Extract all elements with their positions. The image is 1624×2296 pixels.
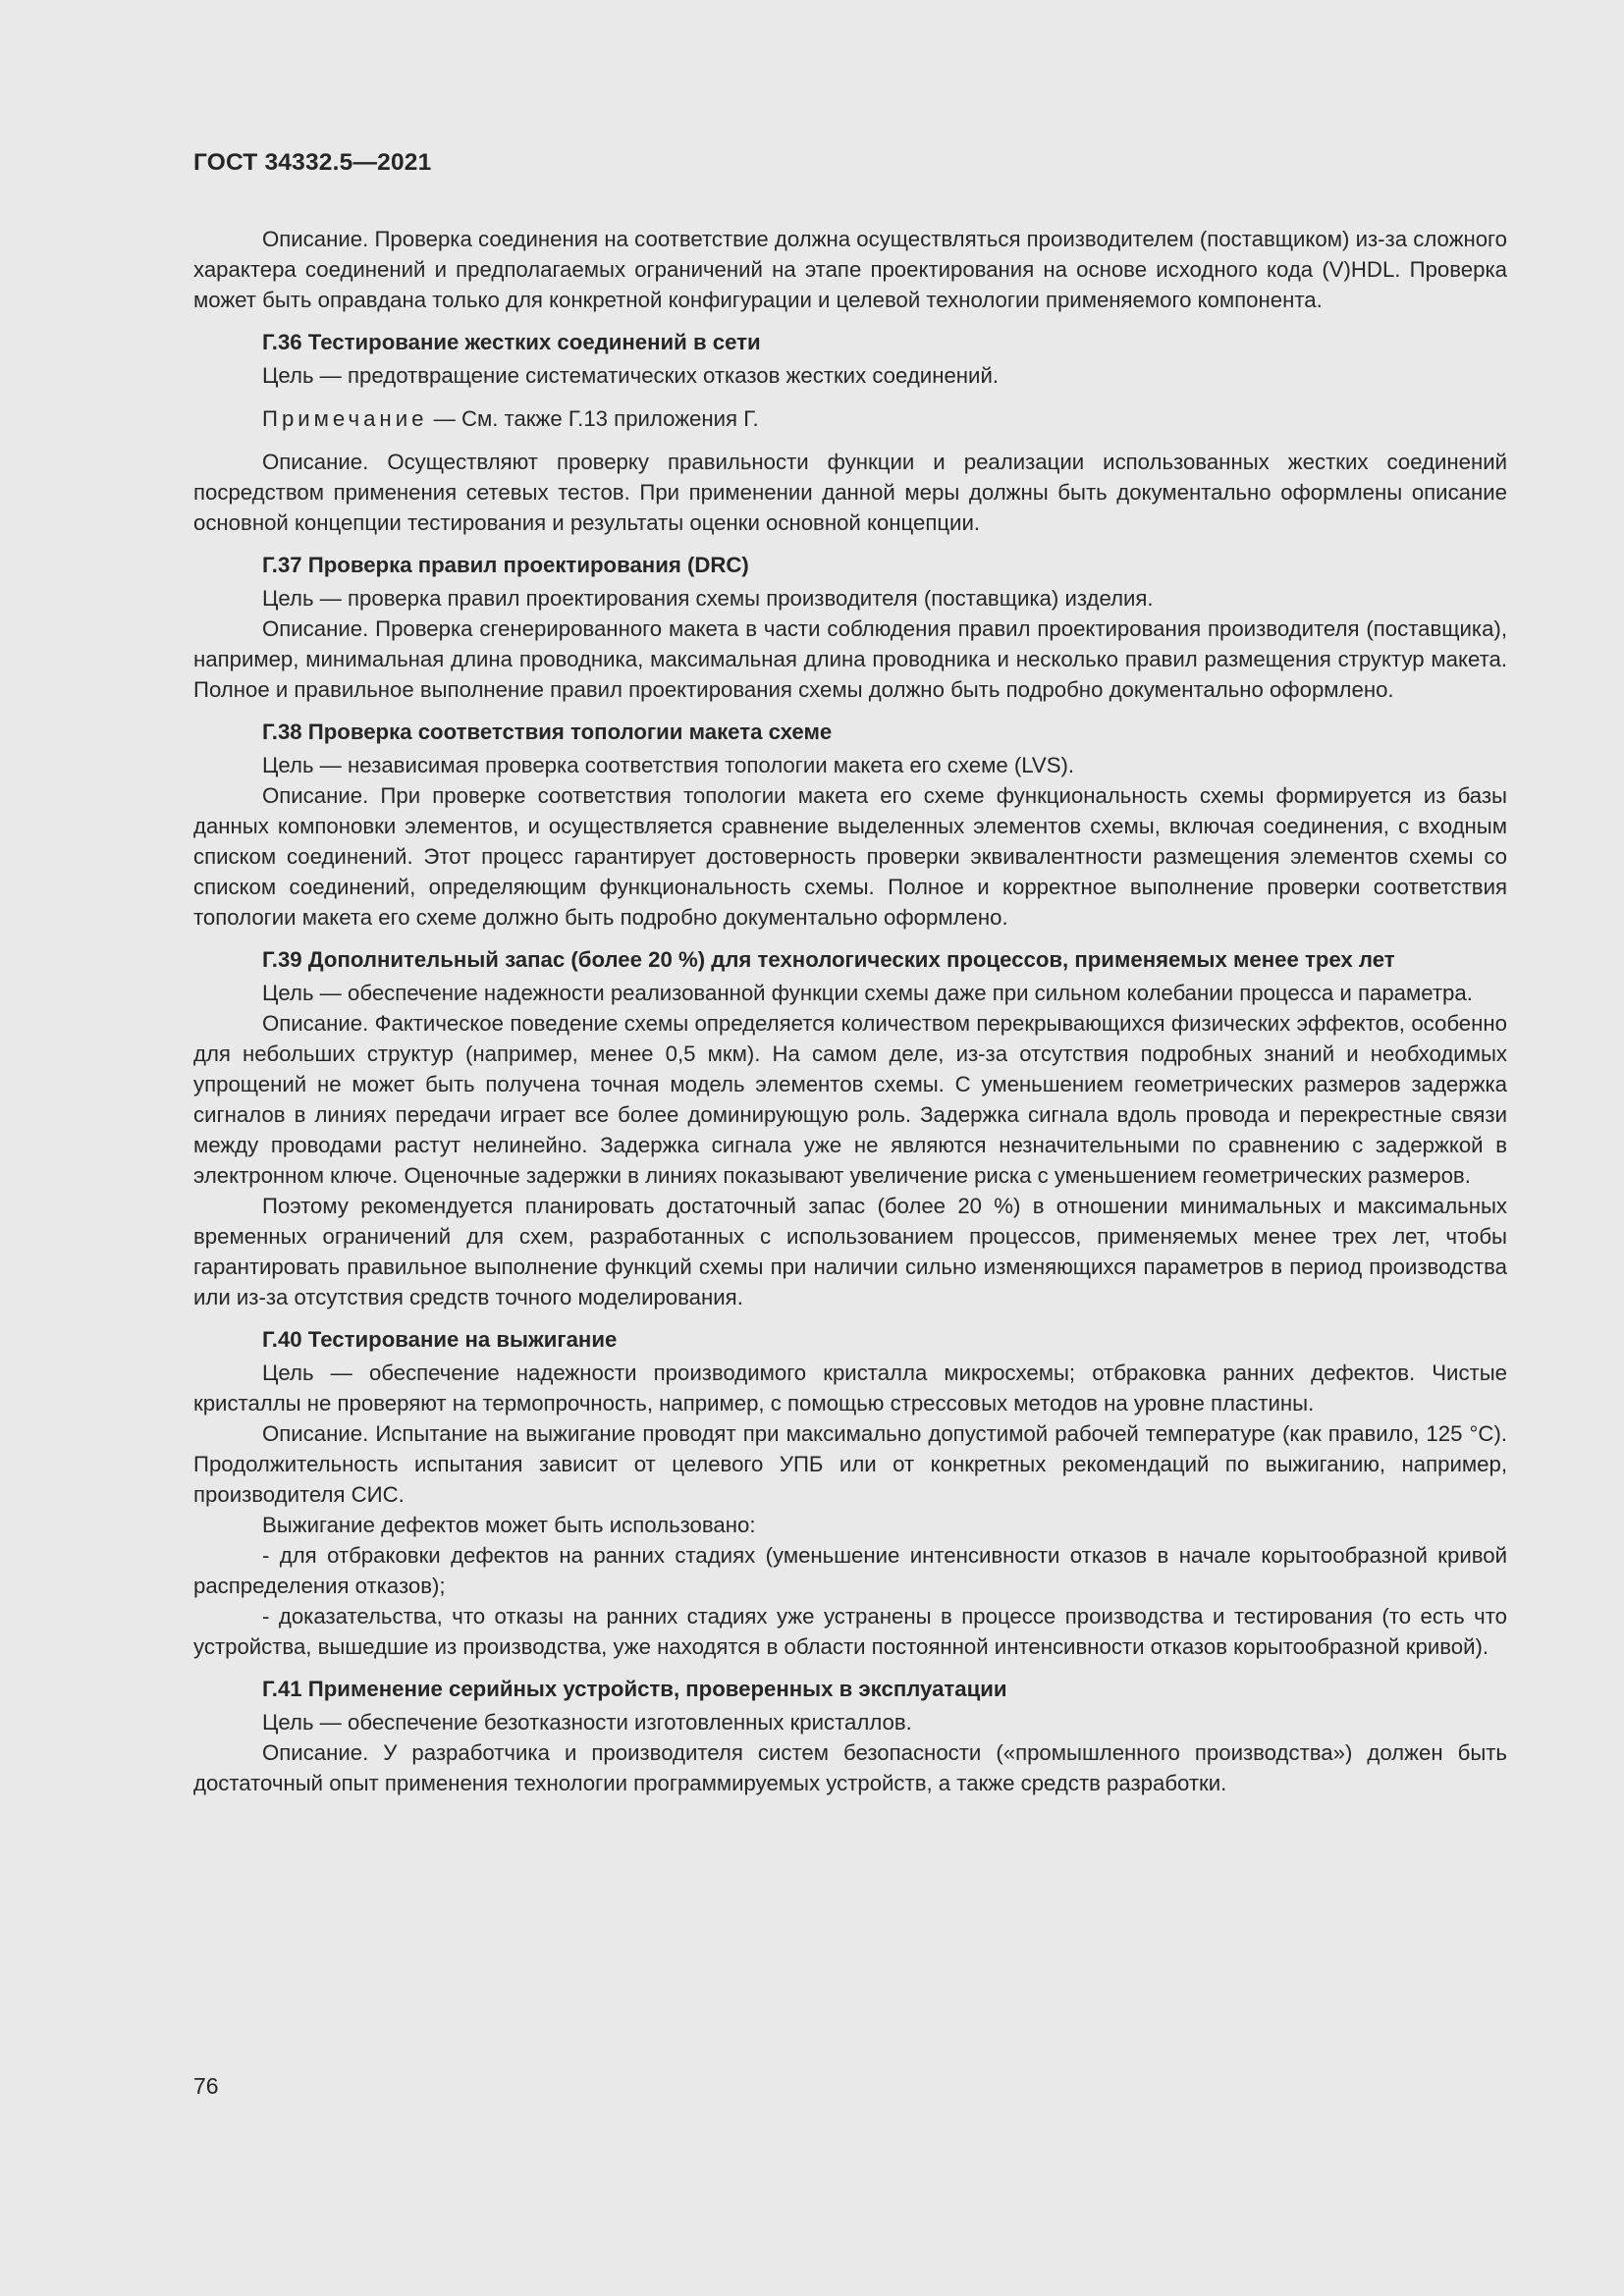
paragraph: Цель — обеспечение надежности реализованной функции схемы даже при сильном колебании процесса и параметра.: [262, 981, 1473, 1005]
paragraph: Цель — предотвращение систематических отказов жестких соединений.: [262, 363, 999, 388]
note-text: — См. также Г.13 приложения Г.: [427, 406, 759, 431]
paragraph: Описание. Фактическое поведение схемы определяется количеством перекрывающихся физических эффектов, особенно для небольших структур (например, менее 0,5 мкм). На самом деле, из-за отсутствия подробных знаний и необходимых упрощений не может быть получена точная модель элементов схемы. С уменьшением геометрических размеров задержка сигналов в линиях передачи играет все более доминирующую роль. Задержка сигнала вдоль провода и перекрестные связи между проводами растут нелинейно. Задержка сигнала уже не являются незначительными по сравнению с задержкой в электронном ключе. Оценочные задержки в линиях показывают увеличение риска с уменьшением геометрических размеров.: [193, 1011, 1507, 1188]
paragraph: Описание. Проверка сгенерированного макета в части соблюдения правил проектирования производителя (поставщика), например, минимальная длина проводника, максимальная длина проводника и несколько правил размещения структур макета. Полное и правильное выполнение правил проектирования схемы должно быть подробно документально оформлено.: [193, 616, 1507, 702]
section-heading: Г.40 Тестирование на выжигание: [262, 1327, 618, 1352]
page-number: 76: [193, 2073, 219, 2099]
section-heading: Г.36 Тестирование жестких соединений в сети: [262, 330, 761, 354]
paragraph: Описание. Испытание на выжигание проводят при максимально допустимой рабочей температуре (как правило, 125 °C). Продолжительность испытания зависит от целевого УПБ или от конкретных рекомендаций по выжиганию, например, производителя СИС.: [193, 1421, 1507, 1507]
paragraph: Цель — проверка правил проектирования схемы производителя (поставщика) изделия.: [262, 586, 1154, 611]
paragraph: Описание. Осуществляют проверку правильности функции и реализации использованных жестких соединений посредством применения сетевых тестов. При применении данной меры должны быть документально оформлены описание основной концепции тестирования и результаты оценки основной концепции.: [193, 450, 1507, 535]
section-heading: Г.41 Применение серийных устройств, проверенных в эксплуатации: [262, 1677, 1007, 1701]
note-label: Примечание: [262, 406, 428, 431]
document-header: ГОСТ 34332.5—2021: [193, 149, 432, 176]
paragraph: Описание. У разработчика и производителя систем безопасности («промышленного производства») должен быть достаточный опыт применения технологии программируемых устройств, а также средств разработки.: [193, 1740, 1507, 1795]
paragraph: Поэтому рекомендуется планировать достаточный запас (более 20 %) в отношении минимальных и максимальных временных ограничений для схем, разработанных с использованием процессов, применяемых менее трех лет, чтобы гарантировать правильное выполнение функций схемы при наличии сильно изменяющихся параметров в период производства или из-за отсутствия средств точного моделирования.: [193, 1194, 1507, 1309]
section-heading: Г.39 Дополнительный запас (более 20 %) для технологических процессов, применяемых менее трех лет: [262, 947, 1395, 972]
paragraph: Цель — независимая проверка соответствия топологии макета его схеме (LVS).: [262, 753, 1075, 777]
paragraph: Цель — обеспечение безотказности изготовленных кристаллов.: [262, 1710, 912, 1735]
paragraph: - доказательства, что отказы на ранних стадиях уже устранены в процессе производства и тестирования (то есть что устройства, вышедшие из производства, уже находятся в области постоянной интенсивности отказов корытообразной кривой).: [193, 1604, 1507, 1659]
paragraph: Описание. Проверка соединения на соответствие должна осуществляться производителем (поставщиком) из-за сложного характера соединений и предполагаемых ограничений на этапе проектирования на основе исходного кода (V)HDL. Проверка может быть оправдана только для конкретной конфигурации и целевой технологии применяемого компонента.: [193, 227, 1507, 312]
paragraph: Цель — обеспечение надежности производимого кристалла микросхемы; отбраковка ранних дефектов. Чистые кристаллы не проверяют на термопрочность, например, с помощью стрессовых методов на уровне пластины.: [193, 1361, 1507, 1415]
note-paragraph: [193, 403, 1507, 434]
paragraph: Описание. При проверке соответствия топологии макета его схеме функциональность схемы формируется из базы данных компоновки элементов, и осуществляется сравнение выделенных элементов схемы, включая соединения, с входным списком соединений. Этот процесс гарантирует достоверность проверки эквивалентности размещения элементов схемы со списком соединений, определяющим функциональность схемы. Полное и корректное выполнение проверки соответствия топологии макета его схеме должно быть подробно документально оформлено.: [193, 783, 1507, 930]
section-heading: Г.38 Проверка соответствия топологии макета схеме: [262, 720, 833, 744]
document-body: [193, 224, 1507, 1798]
paragraph: - для отбраковки дефектов на ранних стадиях (уменьшение интенсивности отказов в начале корытообразной кривой распределения отказов);: [193, 1543, 1507, 1598]
section-heading: Г.37 Проверка правил проектирования (DRC): [262, 553, 749, 577]
paragraph: Выжигание дефектов может быть использовано:: [262, 1513, 756, 1537]
